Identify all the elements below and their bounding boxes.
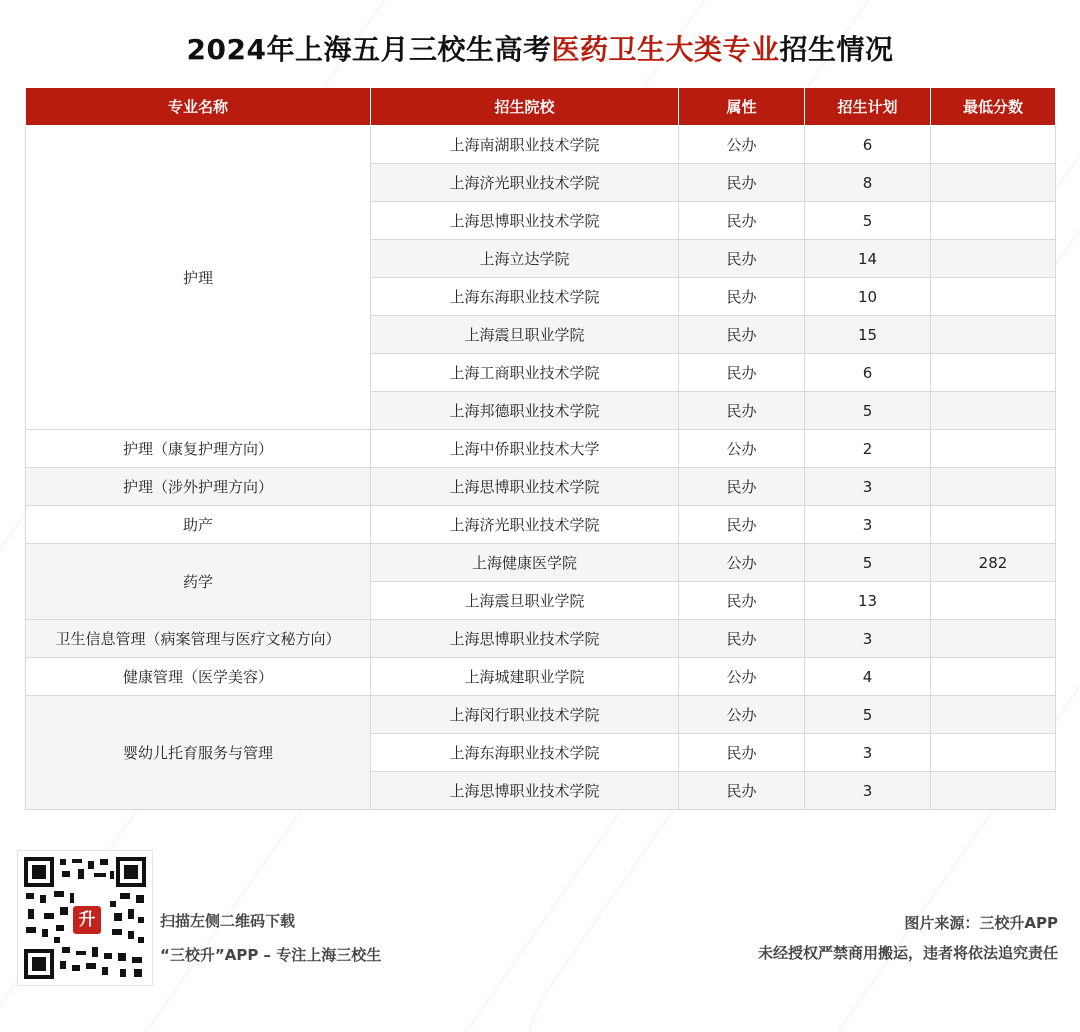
header-plan: 招生计划 xyxy=(805,88,931,126)
school-cell: 上海东海职业技术学院 xyxy=(371,734,679,772)
min-score-cell xyxy=(931,582,1056,620)
school-cell: 上海健康医学院 xyxy=(371,544,679,582)
type-cell: 民办 xyxy=(679,506,805,544)
major-cell: 婴幼儿托育服务与管理 xyxy=(26,696,371,810)
school-cell: 上海济光职业技术学院 xyxy=(371,164,679,202)
type-cell: 民办 xyxy=(679,392,805,430)
min-score-cell xyxy=(931,734,1056,772)
plan-cell: 13 xyxy=(805,582,931,620)
type-cell: 民办 xyxy=(679,316,805,354)
school-cell: 上海震旦职业学院 xyxy=(371,582,679,620)
min-score-cell xyxy=(931,278,1056,316)
school-cell: 上海邦德职业技术学院 xyxy=(371,392,679,430)
major-cell: 护理（涉外护理方向） xyxy=(26,468,371,506)
admissions-table xyxy=(25,87,1056,810)
school-cell: 上海思博职业技术学院 xyxy=(371,620,679,658)
major-cell: 护理 xyxy=(26,126,371,430)
plan-cell: 15 xyxy=(805,316,931,354)
school-cell: 上海济光职业技术学院 xyxy=(371,506,679,544)
school-cell: 上海思博职业技术学院 xyxy=(371,468,679,506)
min-score-cell xyxy=(931,430,1056,468)
major-cell: 护理（康复护理方向） xyxy=(26,430,371,468)
copyright-warning: 未经授权严禁商用搬运，违者将依法追究责任 xyxy=(757,944,1058,962)
plan-cell: 3 xyxy=(805,772,931,810)
table-row xyxy=(26,126,1056,164)
min-score-cell xyxy=(931,316,1056,354)
plan-cell: 4 xyxy=(805,658,931,696)
min-score-cell xyxy=(931,658,1056,696)
school-cell: 上海东海职业技术学院 xyxy=(371,278,679,316)
header-school: 招生院校 xyxy=(371,88,679,126)
school-cell: 上海立达学院 xyxy=(371,240,679,278)
page-title xyxy=(0,28,1080,68)
type-cell: 民办 xyxy=(679,278,805,316)
table-row xyxy=(26,658,1056,696)
type-cell: 公办 xyxy=(679,696,805,734)
scan-instruction: 扫描左侧二维码下载 xyxy=(160,912,296,930)
min-score-cell xyxy=(931,354,1056,392)
min-score-cell xyxy=(931,202,1056,240)
plan-cell: 2 xyxy=(805,430,931,468)
table-header-row xyxy=(26,88,1056,126)
major-cell: 健康管理（医学美容） xyxy=(26,658,371,696)
type-cell: 公办 xyxy=(679,544,805,582)
type-cell: 民办 xyxy=(679,164,805,202)
type-cell: 公办 xyxy=(679,126,805,164)
min-score-cell xyxy=(931,126,1056,164)
major-cell: 卫生信息管理（病案管理与医疗文秘方向） xyxy=(26,620,371,658)
image-source: 图片来源：三校升APP xyxy=(904,914,1058,932)
qr-code[interactable] xyxy=(17,850,153,986)
type-cell: 公办 xyxy=(679,430,805,468)
min-score-cell xyxy=(931,392,1056,430)
min-score-cell xyxy=(931,240,1056,278)
major-cell: 助产 xyxy=(26,506,371,544)
min-score-cell xyxy=(931,468,1056,506)
table-row xyxy=(26,620,1056,658)
major-cell: 药学 xyxy=(26,544,371,620)
plan-cell: 3 xyxy=(805,506,931,544)
type-cell: 公办 xyxy=(679,658,805,696)
table-row xyxy=(26,696,1056,734)
plan-cell: 6 xyxy=(805,354,931,392)
plan-cell: 14 xyxy=(805,240,931,278)
plan-cell: 6 xyxy=(805,126,931,164)
type-cell: 民办 xyxy=(679,240,805,278)
title-suffix: 招生情况 xyxy=(779,33,894,66)
school-cell: 上海中侨职业技术大学 xyxy=(371,430,679,468)
table-row xyxy=(26,544,1056,582)
app-logo-icon: 升 xyxy=(71,904,103,936)
plan-cell: 5 xyxy=(805,202,931,240)
table-row xyxy=(26,430,1056,468)
school-cell: 上海闵行职业技术学院 xyxy=(371,696,679,734)
type-cell: 民办 xyxy=(679,582,805,620)
plan-cell: 3 xyxy=(805,468,931,506)
header-min-score: 最低分数 xyxy=(931,88,1056,126)
type-cell: 民办 xyxy=(679,734,805,772)
type-cell: 民办 xyxy=(679,772,805,810)
plan-cell: 8 xyxy=(805,164,931,202)
school-cell: 上海南湖职业技术学院 xyxy=(371,126,679,164)
table-body xyxy=(26,126,1056,810)
title-highlight: 医药卫生大类专业 xyxy=(551,33,780,66)
header-type: 属性 xyxy=(679,88,805,126)
min-score-cell: 282 xyxy=(931,544,1056,582)
min-score-cell xyxy=(931,164,1056,202)
type-cell: 民办 xyxy=(679,620,805,658)
min-score-cell xyxy=(931,506,1056,544)
min-score-cell xyxy=(931,696,1056,734)
table-row xyxy=(26,468,1056,506)
type-cell: 民办 xyxy=(679,468,805,506)
title-prefix: 2024年上海五月三校生高考 xyxy=(186,33,552,66)
header-major: 专业名称 xyxy=(26,88,371,126)
school-cell: 上海思博职业技术学院 xyxy=(371,202,679,240)
min-score-cell xyxy=(931,620,1056,658)
app-tagline: “三校升”APP – 专注上海三校生 xyxy=(160,946,382,964)
type-cell: 民办 xyxy=(679,202,805,240)
plan-cell: 5 xyxy=(805,544,931,582)
min-score-cell xyxy=(931,772,1056,810)
plan-cell: 5 xyxy=(805,696,931,734)
table-row xyxy=(26,506,1056,544)
school-cell: 上海工商职业技术学院 xyxy=(371,354,679,392)
plan-cell: 10 xyxy=(805,278,931,316)
school-cell: 上海震旦职业学院 xyxy=(371,316,679,354)
school-cell: 上海城建职业学院 xyxy=(371,658,679,696)
plan-cell: 5 xyxy=(805,392,931,430)
school-cell: 上海思博职业技术学院 xyxy=(371,772,679,810)
plan-cell: 3 xyxy=(805,620,931,658)
plan-cell: 3 xyxy=(805,734,931,772)
type-cell: 民办 xyxy=(679,354,805,392)
